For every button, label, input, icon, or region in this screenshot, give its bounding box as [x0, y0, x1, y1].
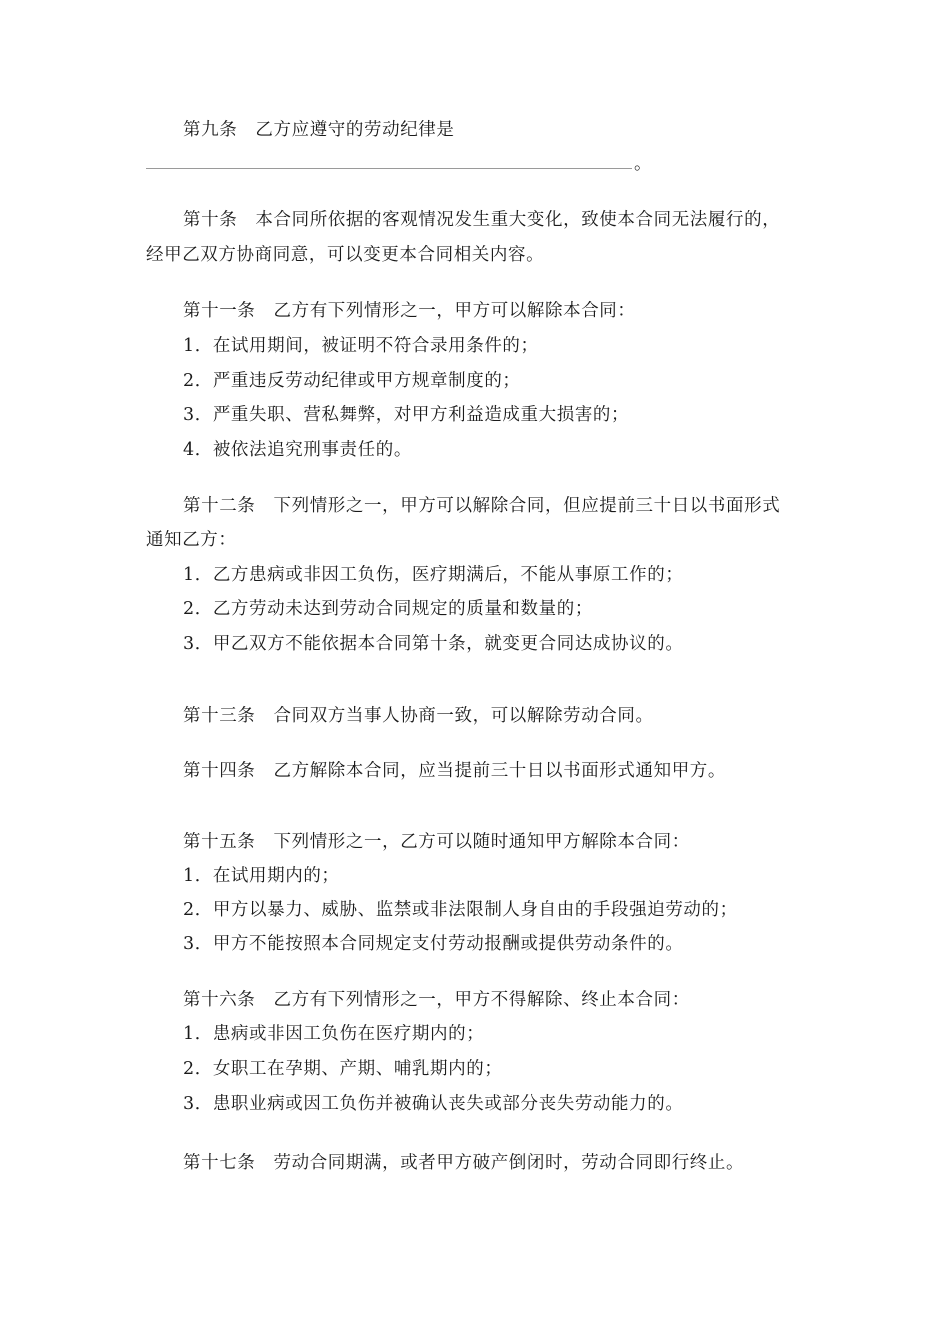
article-14-text: 第十四条 乙方解除本合同，应当提前三十日以书面形式通知甲方。 — [183, 761, 726, 781]
article-17-text: 第十七条 劳动合同期满，或者甲方破产倒闭时，劳动合同即行终止。 — [183, 1153, 745, 1173]
article-15-item-1: 1．在试用期内的； — [183, 866, 340, 886]
article-12-line-2: 通知乙方： — [146, 530, 237, 550]
article-16-item-3: 3．患职业病或因工负伤并被确认丧失或部分丧失劳动能力的。 — [183, 1094, 684, 1114]
article-10-line-2: 经甲乙双方协商同意，可以变更本合同相关内容。 — [146, 245, 545, 265]
article-9-period: 。 — [634, 154, 653, 174]
article-13-text: 第十三条 合同双方当事人协商一致，可以解除劳动合同。 — [183, 706, 654, 726]
article-16-heading: 第十六条 乙方有下列情形之一，甲方不得解除、终止本合同： — [183, 990, 690, 1010]
article-11-heading: 第十一条 乙方有下列情形之一，甲方可以解除本合同： — [183, 301, 636, 321]
article-12-item-2: 2．乙方劳动未达到劳动合同规定的质量和数量的； — [183, 599, 593, 619]
article-12-line-1: 第十二条 下列情形之一，甲方可以解除合同，但应提前三十日以书面形式 — [183, 496, 781, 516]
article-16-item-1: 1．患病或非因工负伤在医疗期内的； — [183, 1024, 485, 1044]
article-9-heading: 第九条 乙方应遵守的劳动纪律是 — [183, 120, 455, 140]
article-9-blank-line — [146, 168, 632, 169]
article-12-item-1: 1．乙方患病或非因工负伤，医疗期满后，不能从事原工作的； — [183, 565, 684, 585]
article-11-item-2: 2．严重违反劳动纪律或甲方规章制度的； — [183, 371, 521, 391]
article-11-item-3: 3．严重失职、营私舞弊，对甲方利益造成重大损害的； — [183, 405, 630, 425]
article-12-item-3: 3．甲乙双方不能依据本合同第十条，就变更合同达成协议的。 — [183, 634, 684, 654]
article-10-line-1: 第十条 本合同所依据的客观情况发生重大变化，致使本合同无法履行的， — [183, 210, 781, 230]
article-16-item-2: 2．女职工在孕期、产期、哺乳期内的； — [183, 1059, 503, 1079]
article-15-item-2: 2．甲方以暴力、威胁、监禁或非法限制人身自由的手段强迫劳动的； — [183, 900, 738, 920]
article-11-item-4: 4．被依法追究刑事责任的。 — [183, 440, 412, 460]
article-15-heading: 第十五条 下列情形之一，乙方可以随时通知甲方解除本合同： — [183, 832, 690, 852]
article-15-item-3: 3．甲方不能按照本合同规定支付劳动报酬或提供劳动条件的。 — [183, 934, 684, 954]
article-11-item-1: 1．在试用期间，被证明不符合录用条件的； — [183, 336, 539, 356]
